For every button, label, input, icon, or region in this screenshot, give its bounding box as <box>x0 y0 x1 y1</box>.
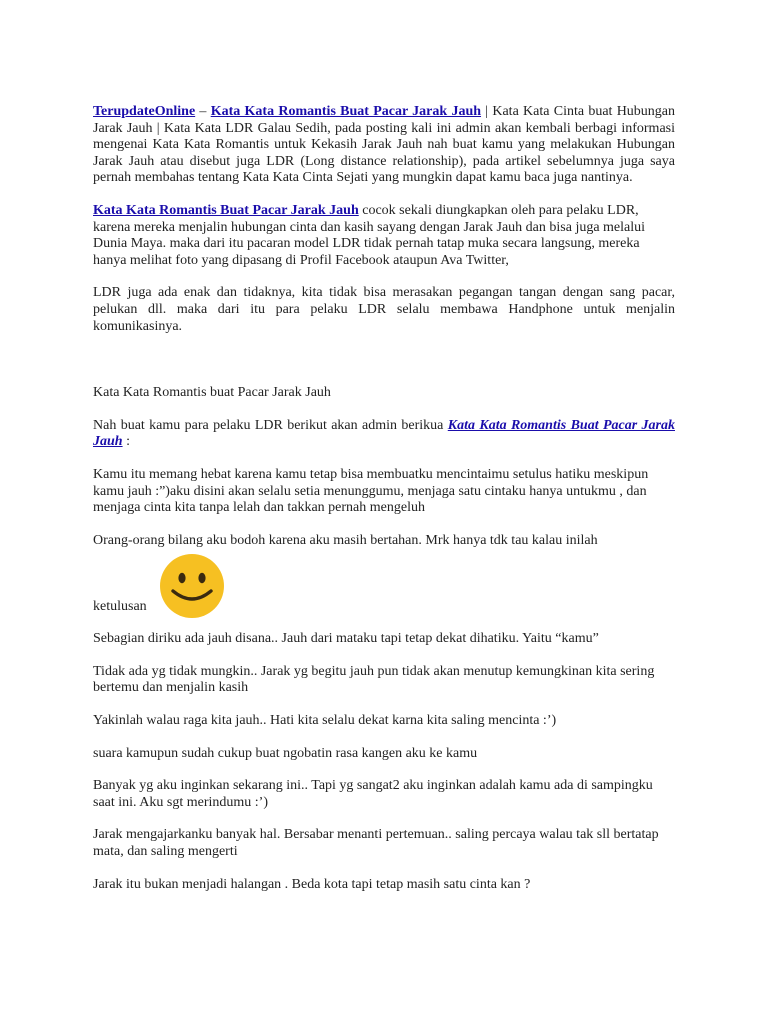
description-text: cocok sekali diungkapkan oleh para pelaku LDR, karena mereka menjalin hubungan cinta dan kasih sayang dengan Jarak Jauh dan bisa juga melalui Dunia Maya. maka dari itu pacaran model LDR tidak pernah tatap muka secara langsung, mereka hanya melihat foto yang dipasang di Profil Facebook ataupun Ava Twitter, <box>93 202 646 268</box>
quote-6: suara kamupun sudah cukup buat ngobatin rasa kangen aku ke kamu <box>93 745 478 761</box>
smiley-face-icon <box>159 553 225 619</box>
quote-3: Sebagian diriku ada jauh disana.. Jauh dari mataku tapi tetap dekat dihatiku. Yaitu “kamu” <box>93 631 599 647</box>
quote-4: Tidak ada yg tidak mungkin.. Jarak yg begitu jauh pun tidak akan menutup kemungkinan kita sering bertemu dan menjalin kasih <box>93 663 655 696</box>
lead-keyword-link[interactable]: Kata Kata Romantis Buat Pacar Jarak Jauh <box>93 417 675 450</box>
section-heading: Kata Kata Romantis buat Pacar Jarak Jauh <box>93 385 331 401</box>
lead-suffix: : <box>122 434 130 450</box>
lead-text: Nah buat kamu para pelaku LDR berikut akan admin berikua <box>93 417 448 433</box>
quote-2-end: ketulusan <box>93 599 147 615</box>
description-paragraph <box>93 203 675 269</box>
site-link[interactable]: TerupdateOnline <box>93 104 196 119</box>
intro-text: | Kata Kata Cinta buat Hubungan Jarak Jauh | Kata Kata LDR Galau Sedih, pada posting kali ini admin akan kembali berbagi informasi mengenai Kata Kata Romantis untuk Kekasih Jarak Jauh nah buat kamu yang melakukan Hubungan Jarak Jauh atau disebut juga LDR (Long distance relationship), pada artikel sebelumnya juga saya pernah membahas tentang Kata Kata Cinta Sejati yang mungkin dapat kamu baca juga nantinya. <box>93 104 676 186</box>
quote-9: Jarak itu bukan menjadi halangan . Beda kota tapi tetap masih satu cinta kan ? <box>93 876 531 892</box>
smiley-row <box>93 553 675 615</box>
quote-2: Orang-orang bilang aku bodoh karena aku masih bertahan. Mrk hanya tdk tau kalau inilah <box>93 532 598 548</box>
quote-7: Banyak yg aku inginkan sekarang ini.. Tapi yg sangat2 aku inginkan adalah kamu ada di sampingku saat ini. Aku sgt merindumu :’) <box>93 778 653 810</box>
intro-paragraph <box>93 104 675 187</box>
quote-8: Jarak mengajarkanku banyak hal. Bersabar menanti pertemuan.. saling percaya walau tak sll bertatap mata, dan saling mengerti <box>93 827 659 860</box>
lead-paragraph <box>93 418 675 451</box>
quote-1: Kamu itu memang hebat karena kamu tetap bisa membuatku mencintaimu setulus hatiku meskipun kamu jauh :”)aku disini akan selalu setia menunggumu, menjaga satu cintaku hanya untukmu , dan menjaga cinta kita tanpa lelah dan takkan pernah mengeluh <box>93 466 649 516</box>
article-title-link[interactable]: Kata Kata Romantis Buat Pacar Jarak Jauh <box>210 104 482 119</box>
article-body <box>93 104 675 893</box>
keyword-link[interactable]: Kata Kata Romantis Buat Pacar Jarak Jauh <box>93 202 359 218</box>
ldr-paragraph: LDR juga ada enak dan tidaknya, kita tidak bisa merasakan pegangan tangan dengan sang pacar, pelukan dll. maka dari itu para pelaku LDR selalu membawa Handphone untuk menjalin komunikasinya. <box>93 285 675 334</box>
intro-dash: – <box>195 104 211 119</box>
quote-5: Yakinlah walau raga kita jauh.. Hati kita selalu dekat karna kita saling mencinta :’) <box>93 713 557 729</box>
